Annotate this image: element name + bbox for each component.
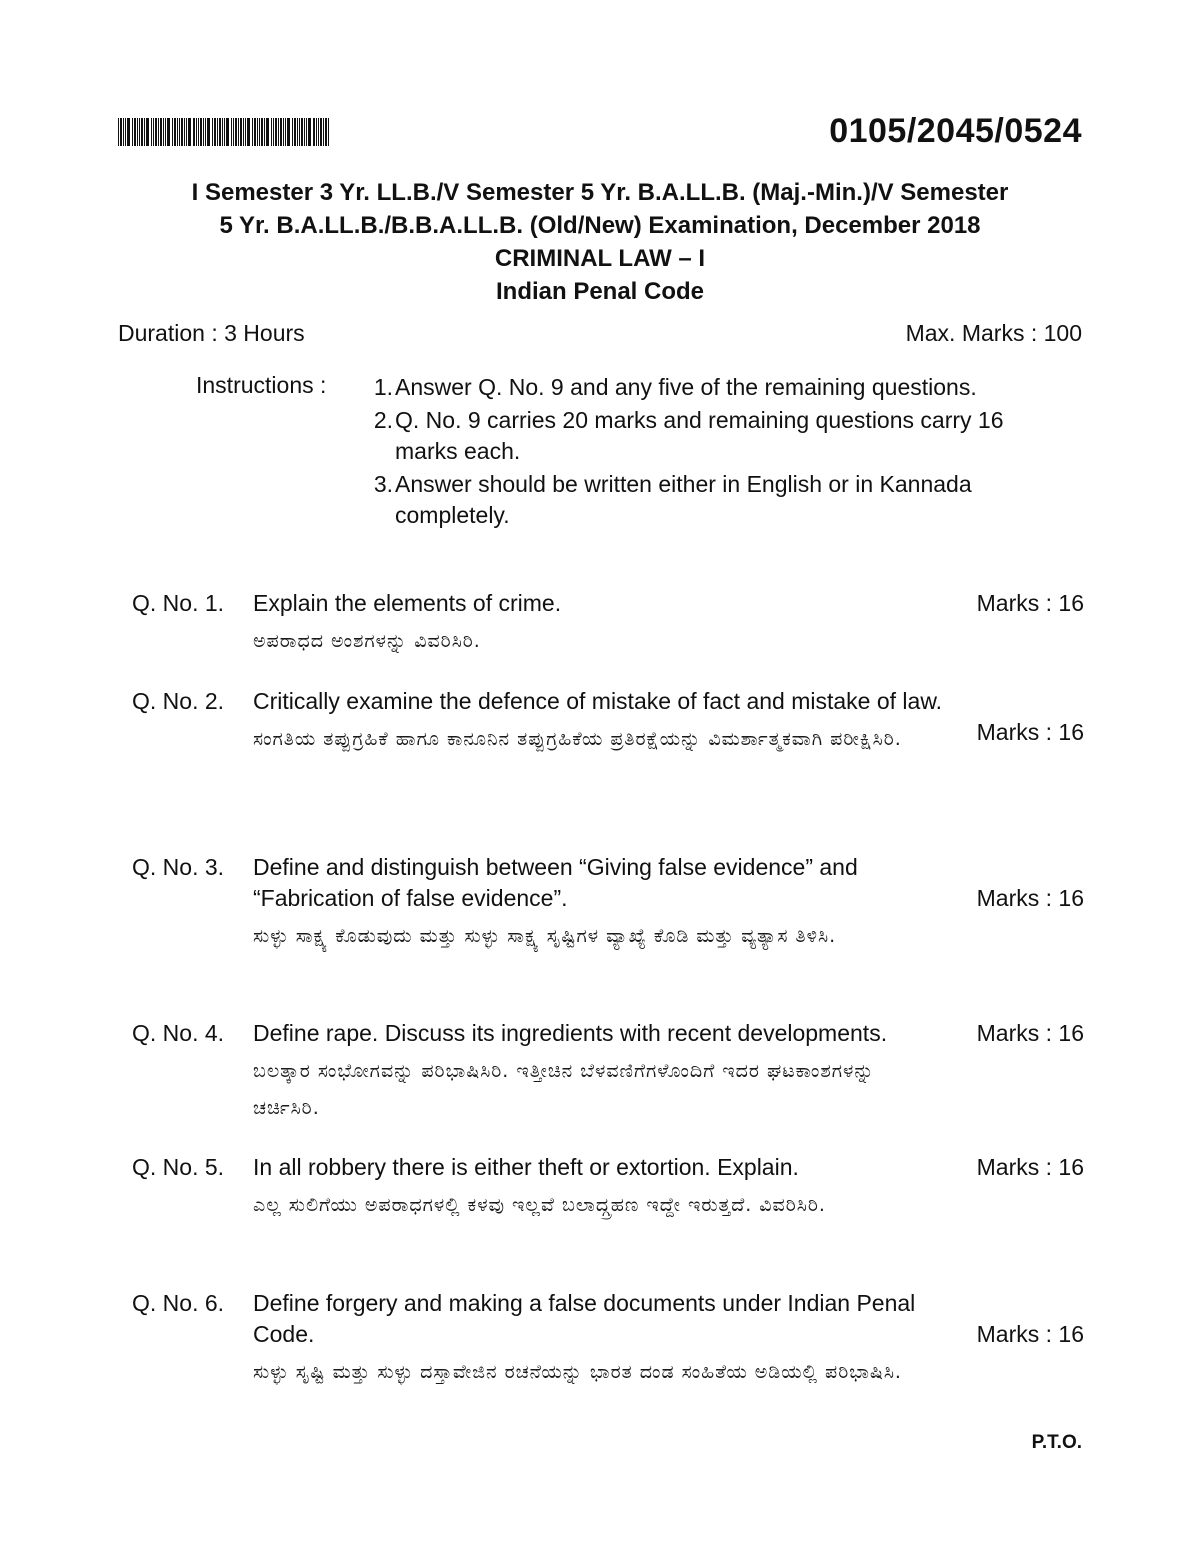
question-text-kannada: ಅಪರಾಧದ ಅಂಶಗಳನ್ನು ವಿವರಿಸಿರಿ. — [253, 630, 481, 652]
barcode-bar — [292, 118, 293, 146]
barcode-bar — [118, 118, 119, 146]
title-line-1: I Semester 3 Yr. LL.B./V Semester 5 Yr. B.A.LL.B. (Maj.-Min.)/V Semester — [191, 179, 1009, 206]
barcode-bar — [245, 118, 246, 146]
question-text: Explain the elements of crime. — [253, 590, 562, 616]
barcode-bar — [301, 118, 303, 146]
barcode-bar — [328, 118, 329, 146]
barcode-bar — [243, 118, 244, 146]
question-text: Define rape. Discuss its ingredients with recent developments. — [253, 1020, 888, 1046]
barcode-bar — [308, 118, 311, 146]
barcode-bar — [318, 118, 319, 146]
barcode-bar — [123, 118, 124, 146]
question-body — [253, 686, 943, 758]
question-number: Q. No. 3. — [132, 854, 225, 880]
question-marks: Marks : 16 — [976, 590, 1084, 616]
instructions-list — [355, 372, 1035, 533]
instruction-item — [355, 372, 1035, 403]
instructions-label: Instructions : — [196, 372, 327, 398]
barcode-bar — [275, 118, 277, 146]
barcode-bar — [153, 118, 154, 146]
barcode-bar — [217, 118, 218, 146]
instruction-number: 1. — [373, 374, 393, 400]
barcode-bar — [233, 118, 234, 146]
question-text: In all robbery there is either theft or extortion. Explain. — [253, 1154, 799, 1180]
subject-subtitle: Indian Penal Code — [495, 278, 705, 305]
barcode-bar — [198, 118, 199, 146]
barcode-bar — [252, 118, 253, 146]
exam-title-block — [100, 176, 1100, 308]
barcode-bar — [278, 118, 279, 146]
barcode-bar — [261, 118, 263, 146]
barcode-image — [118, 118, 428, 146]
barcode-bar — [158, 118, 159, 146]
barcode-bar — [200, 118, 202, 146]
barcode-bar — [120, 118, 122, 146]
barcode-bar — [323, 118, 324, 146]
barcode-bar — [325, 118, 327, 146]
barcode-bar — [125, 118, 126, 146]
barcode-bar — [273, 118, 274, 146]
question-text-kannada: ಸುಳ್ಳು ಸಾಕ್ಷ್ಯ ಕೊಡುವುದು ಮತ್ತು ಸುಳ್ಳು ಸಾಕ್ಷ್ಯ ಸೃಷ್ಟಿಗಳ ವ್ಯಾಖ್ಯೆ ಕೊಡಿ ಮತ್ತು ವ್ಯತ್ಯಾಸ ತಿಳಿಸಿ. — [253, 925, 837, 947]
barcode-bar — [294, 118, 296, 146]
barcode-bar — [224, 118, 225, 146]
question-marks: Marks : 16 — [976, 719, 1084, 745]
barcode-bar — [134, 118, 136, 146]
instruction-item — [355, 469, 1035, 531]
barcode-bar — [188, 118, 191, 146]
instruction-text: Answer should be written either in English or in Kannada completely. — [395, 471, 972, 528]
question-number: Q. No. 2. — [132, 688, 225, 714]
barcode-bar — [155, 118, 157, 146]
barcode-bar — [127, 118, 130, 146]
barcode-bar — [297, 118, 298, 146]
barcode-bar — [287, 118, 290, 146]
barcode-bar — [165, 118, 166, 146]
question-body — [253, 1152, 943, 1224]
question-text: Define forgery and making a false documents under Indian Penal Code. — [253, 1290, 916, 1347]
paper-code: 0105/2045/0524 — [829, 112, 1082, 150]
instruction-number: 3. — [373, 471, 393, 497]
question-text-kannada: ಬಲತ್ಕಾರ ಸಂಭೋಗವನ್ನು ಪರಿಭಾಷಿಸಿರಿ. ಇತ್ತೀಚಿನ ಬೆಳವಣಿಗೆಗಳೊಂದಿಗೆ ಇದರ ಘಟಕಾಂಶಗಳನ್ನು ಚರ್ಚಿಸಿರಿ. — [253, 1060, 875, 1119]
question-text: Define and distinguish between “Giving false evidence” and “Fabrication of false evidence”. — [253, 854, 858, 911]
question-marks: Marks : 16 — [976, 885, 1084, 911]
barcode-bar — [212, 118, 213, 146]
barcode-bar — [144, 118, 145, 146]
barcode-bar — [235, 118, 237, 146]
barcode-bar — [179, 118, 180, 146]
barcode-bar — [320, 118, 322, 146]
barcode-bar — [299, 118, 300, 146]
barcode-bar — [240, 118, 242, 146]
question-marks: Marks : 16 — [976, 1154, 1084, 1180]
question-body — [253, 852, 943, 955]
barcode-bar — [247, 118, 250, 146]
barcode-bar — [184, 118, 185, 146]
barcode-bar — [174, 118, 176, 146]
barcode-bar — [257, 118, 258, 146]
barcode-bar — [207, 118, 210, 146]
question-number: Q. No. 6. — [132, 1290, 225, 1316]
barcode-bar — [306, 118, 307, 146]
barcode-bar — [203, 118, 204, 146]
barcode-bar — [238, 118, 239, 146]
barcode-bar — [151, 118, 152, 146]
please-turn-over: P.T.O. — [1031, 1432, 1082, 1453]
instruction-item — [355, 405, 1035, 467]
barcode-bar — [285, 118, 286, 146]
barcode-bar — [214, 118, 216, 146]
barcode-bar — [313, 118, 315, 146]
barcode-bar — [196, 118, 197, 146]
barcode-bar — [141, 118, 143, 146]
barcode-bar — [137, 118, 138, 146]
barcode-bar — [231, 118, 232, 146]
duration: Duration : 3 Hours — [118, 320, 305, 346]
barcode-bar — [186, 118, 187, 146]
barcode-bar — [304, 118, 305, 146]
max-marks: Max. Marks : 100 — [905, 320, 1082, 346]
barcode-bar — [226, 118, 229, 146]
barcode-bar — [254, 118, 256, 146]
barcode-bar — [172, 118, 173, 146]
barcode-bar — [139, 118, 140, 146]
barcode-bar — [316, 118, 317, 146]
question-number: Q. No. 1. — [132, 590, 225, 616]
barcode-bar — [160, 118, 162, 146]
barcode-bar — [271, 118, 272, 146]
question-number: Q. No. 5. — [132, 1154, 225, 1180]
instruction-text: Q. No. 9 carries 20 marks and remaining questions carry 16 marks each. — [395, 407, 1004, 464]
barcode-bar — [264, 118, 265, 146]
barcode-bar — [132, 118, 133, 146]
barcode-bar — [167, 118, 170, 146]
barcode-bar — [283, 118, 284, 146]
question-body — [253, 588, 943, 660]
barcode-bar — [193, 118, 195, 146]
question-number: Q. No. 4. — [132, 1020, 225, 1046]
barcode-bar — [266, 118, 269, 146]
instruction-number: 2. — [373, 407, 393, 433]
question-text-kannada: ಸಂಗತಿಯ ತಪ್ಪುಗ್ರಹಿಕೆ ಹಾಗೂ ಕಾನೂನಿನ ತಪ್ಪುಗ್ರಹಿಕೆಯ ಪ್ರತಿರಕ್ಷೆಯನ್ನು ವಿಮರ್ಶಾತ್ಮಕವಾಗಿ ಪರೀಕ್ಷಿಸಿರಿ. — [253, 728, 902, 750]
question-text: Critically examine the defence of mistake of fact and mistake of law. — [253, 688, 943, 714]
barcode-bar — [280, 118, 282, 146]
title-line-2: 5 Yr. B.A.LL.B./B.B.A.LL.B. (Old/New) Examination, December 2018 — [219, 212, 981, 239]
question-text-kannada: ಸುಳ್ಳು ಸೃಷ್ಟಿ ಮತ್ತು ಸುಳ್ಳು ದಸ್ತಾವೇಜಿನ ರಚನೆಯನ್ನು ಭಾರತ ದಂಡ ಸಂಹಿತೆಯ ಅಡಿಯಲ್ಲಿ ಪರಿಭಾಷಿಸಿ. — [253, 1361, 902, 1383]
barcode-bar — [163, 118, 164, 146]
barcode-bar — [177, 118, 178, 146]
barcode-bar — [219, 118, 221, 146]
question-body — [253, 1018, 943, 1127]
question-marks: Marks : 16 — [976, 1020, 1084, 1046]
barcode-bar — [222, 118, 223, 146]
barcode-bar — [181, 118, 183, 146]
question-body — [253, 1288, 943, 1391]
question-marks: Marks : 16 — [976, 1321, 1084, 1347]
barcode-bar — [146, 118, 149, 146]
instruction-text: Answer Q. No. 9 and any five of the remaining questions. — [395, 374, 977, 400]
barcode-bar — [205, 118, 206, 146]
subject-title: CRIMINAL LAW – I — [494, 245, 706, 272]
question-text-kannada: ಎಲ್ಲ ಸುಲಿಗೆಯು ಅಪರಾಧಗಳಲ್ಲಿ ಕಳವು ಇಲ್ಲವೆ ಬಲಾದ್ಗ್ರಹಣ ಇದ್ದೇ ಇರುತ್ತದೆ. ವಿವರಿಸಿರಿ. — [253, 1194, 826, 1216]
barcode-bar — [259, 118, 260, 146]
